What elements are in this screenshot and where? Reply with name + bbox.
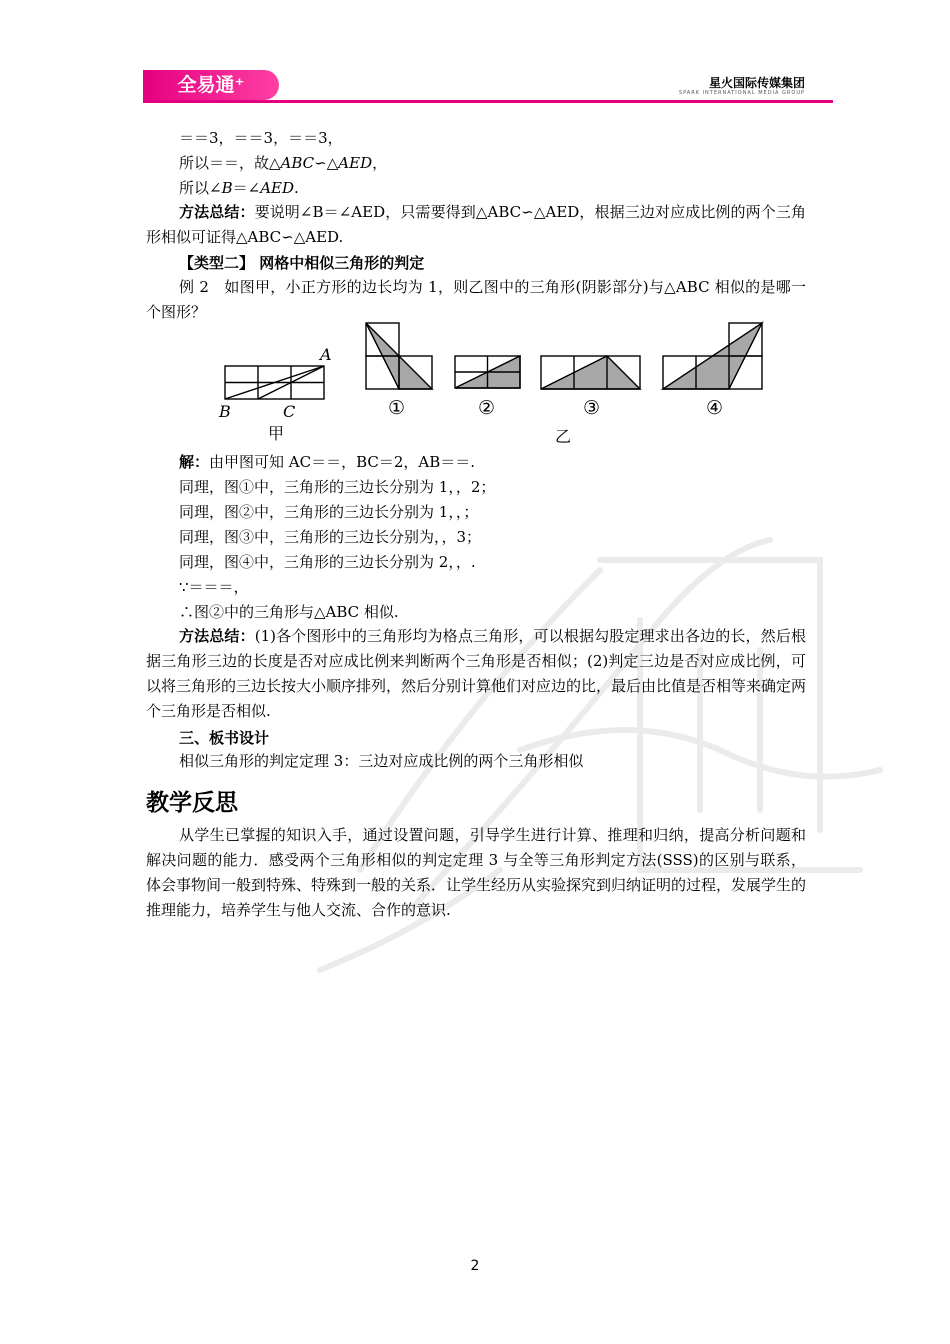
solution-line-6: ∵＝＝＝， [179, 578, 249, 596]
grid-figure [205, 320, 785, 440]
board-design-text: 相似三角形的判定定理 3：三边对应成比例的两个三角形相似 [179, 752, 584, 770]
ratio-line: ＝＝3，＝＝3，＝＝3， [179, 129, 343, 147]
figure-number-1: ① [388, 397, 406, 419]
caption-jia: 甲 [268, 424, 285, 443]
text-run: ＝∠ [232, 179, 261, 197]
label-b: B [219, 402, 231, 421]
text-run: B [221, 179, 233, 197]
figure-number-3: ③ [583, 397, 601, 419]
solution-line-4: 同理，图③中，三角形的三边长分别为，，3； [179, 528, 482, 546]
page-number: 2 [470, 1258, 480, 1274]
method-summary-1 [146, 200, 806, 250]
publisher-name-en: SPARK INTERNATIONAL MEDIA GROUP [678, 90, 805, 96]
solution-label: 解： [179, 453, 210, 471]
text-run: ABC [280, 154, 315, 172]
text-run: 所以＝＝，故△ [179, 154, 281, 172]
text-run: ∽△ [314, 154, 339, 172]
text-run: AED [338, 154, 373, 172]
method-summary-label: 方法总结： [179, 627, 255, 645]
figure-number-4: ④ [706, 397, 724, 419]
type2-heading: 【类型二】 网格中相似三角形的判定 [179, 254, 425, 272]
header-rule [143, 100, 833, 103]
conclusion-similar [179, 153, 387, 173]
method-summary-text: 要说明∠B＝∠AED，只需要得到△ABC∽△AED，根据三边对应成比例的两个三角形相似可证得△ABC∽△AED. [146, 203, 806, 246]
brand-logo: 全易通⁺ [143, 70, 279, 100]
text-run: 由甲图可知 AC＝＝，BC＝2，AB＝＝. [209, 453, 476, 471]
text-run: ， [372, 154, 388, 172]
solution-line-2: 同理，图①中，三角形的三边长分别为 1，，2； [179, 478, 496, 496]
shaded-triangle-3 [541, 356, 640, 389]
reflection-paragraph: 从学生已掌握的知识入手，通过设置问题，引导学生进行计算、推理和归纳，提高分析问题和解决问题的能力．感受两个三角形相似的判定定理 3 与全等三角形判定方法(SSS)的区别与联系，体会事物间一般到特殊、特殊到一般的关系．让学生经历从实验探究到归纳证明的过程，发展学生的推理能力，培养学生与他人交流、合作的意识. [146, 826, 807, 919]
publisher-name: 星火国际传媒集团 [708, 76, 805, 90]
conclusion-angle [179, 178, 299, 198]
label-c: C [283, 402, 296, 421]
solution-line-3: 同理，图②中，三角形的三边长分别为 1，，； [179, 503, 479, 521]
label-a: A [320, 345, 332, 364]
text-run: 所以∠ [179, 179, 222, 197]
board-design-heading: 三、板书设计 [179, 729, 270, 747]
text-run: AED [260, 179, 294, 197]
method-summary-2 [146, 624, 806, 724]
method-summary-text: (1)各个图形中的三角形均为格点三角形，可以根据勾股定理求出各边的长，然后根据三角形三边的长度是否对应成比例来判断两个三角形是否相似；(2)判定三边是否对应成比例，可以将三角形的三边长按大小顺序排列，然后分别计算他们对应边的比，最后由比值是否相等来确定两个三角形是否相似. [146, 627, 807, 720]
method-summary-label: 方法总结： [179, 203, 255, 221]
caption-yi: 乙 [555, 427, 572, 446]
text-run: . [294, 179, 299, 197]
example-2: 例 2 如图甲，小正方形的边长均为 1，则乙图中的三角形(阴影部分)与△ABC 相似的是哪一个图形？ [146, 278, 806, 321]
figure-number-2: ② [478, 397, 496, 419]
solution-line-5: 同理，图④中，三角形的三边长分别为 2，，. [179, 553, 476, 571]
solution-line-7: ∴图②中的三角形与△ABC 相似. [179, 603, 399, 621]
solution-line-1 [179, 452, 475, 472]
reflection-heading: 教学反思 [146, 790, 238, 816]
